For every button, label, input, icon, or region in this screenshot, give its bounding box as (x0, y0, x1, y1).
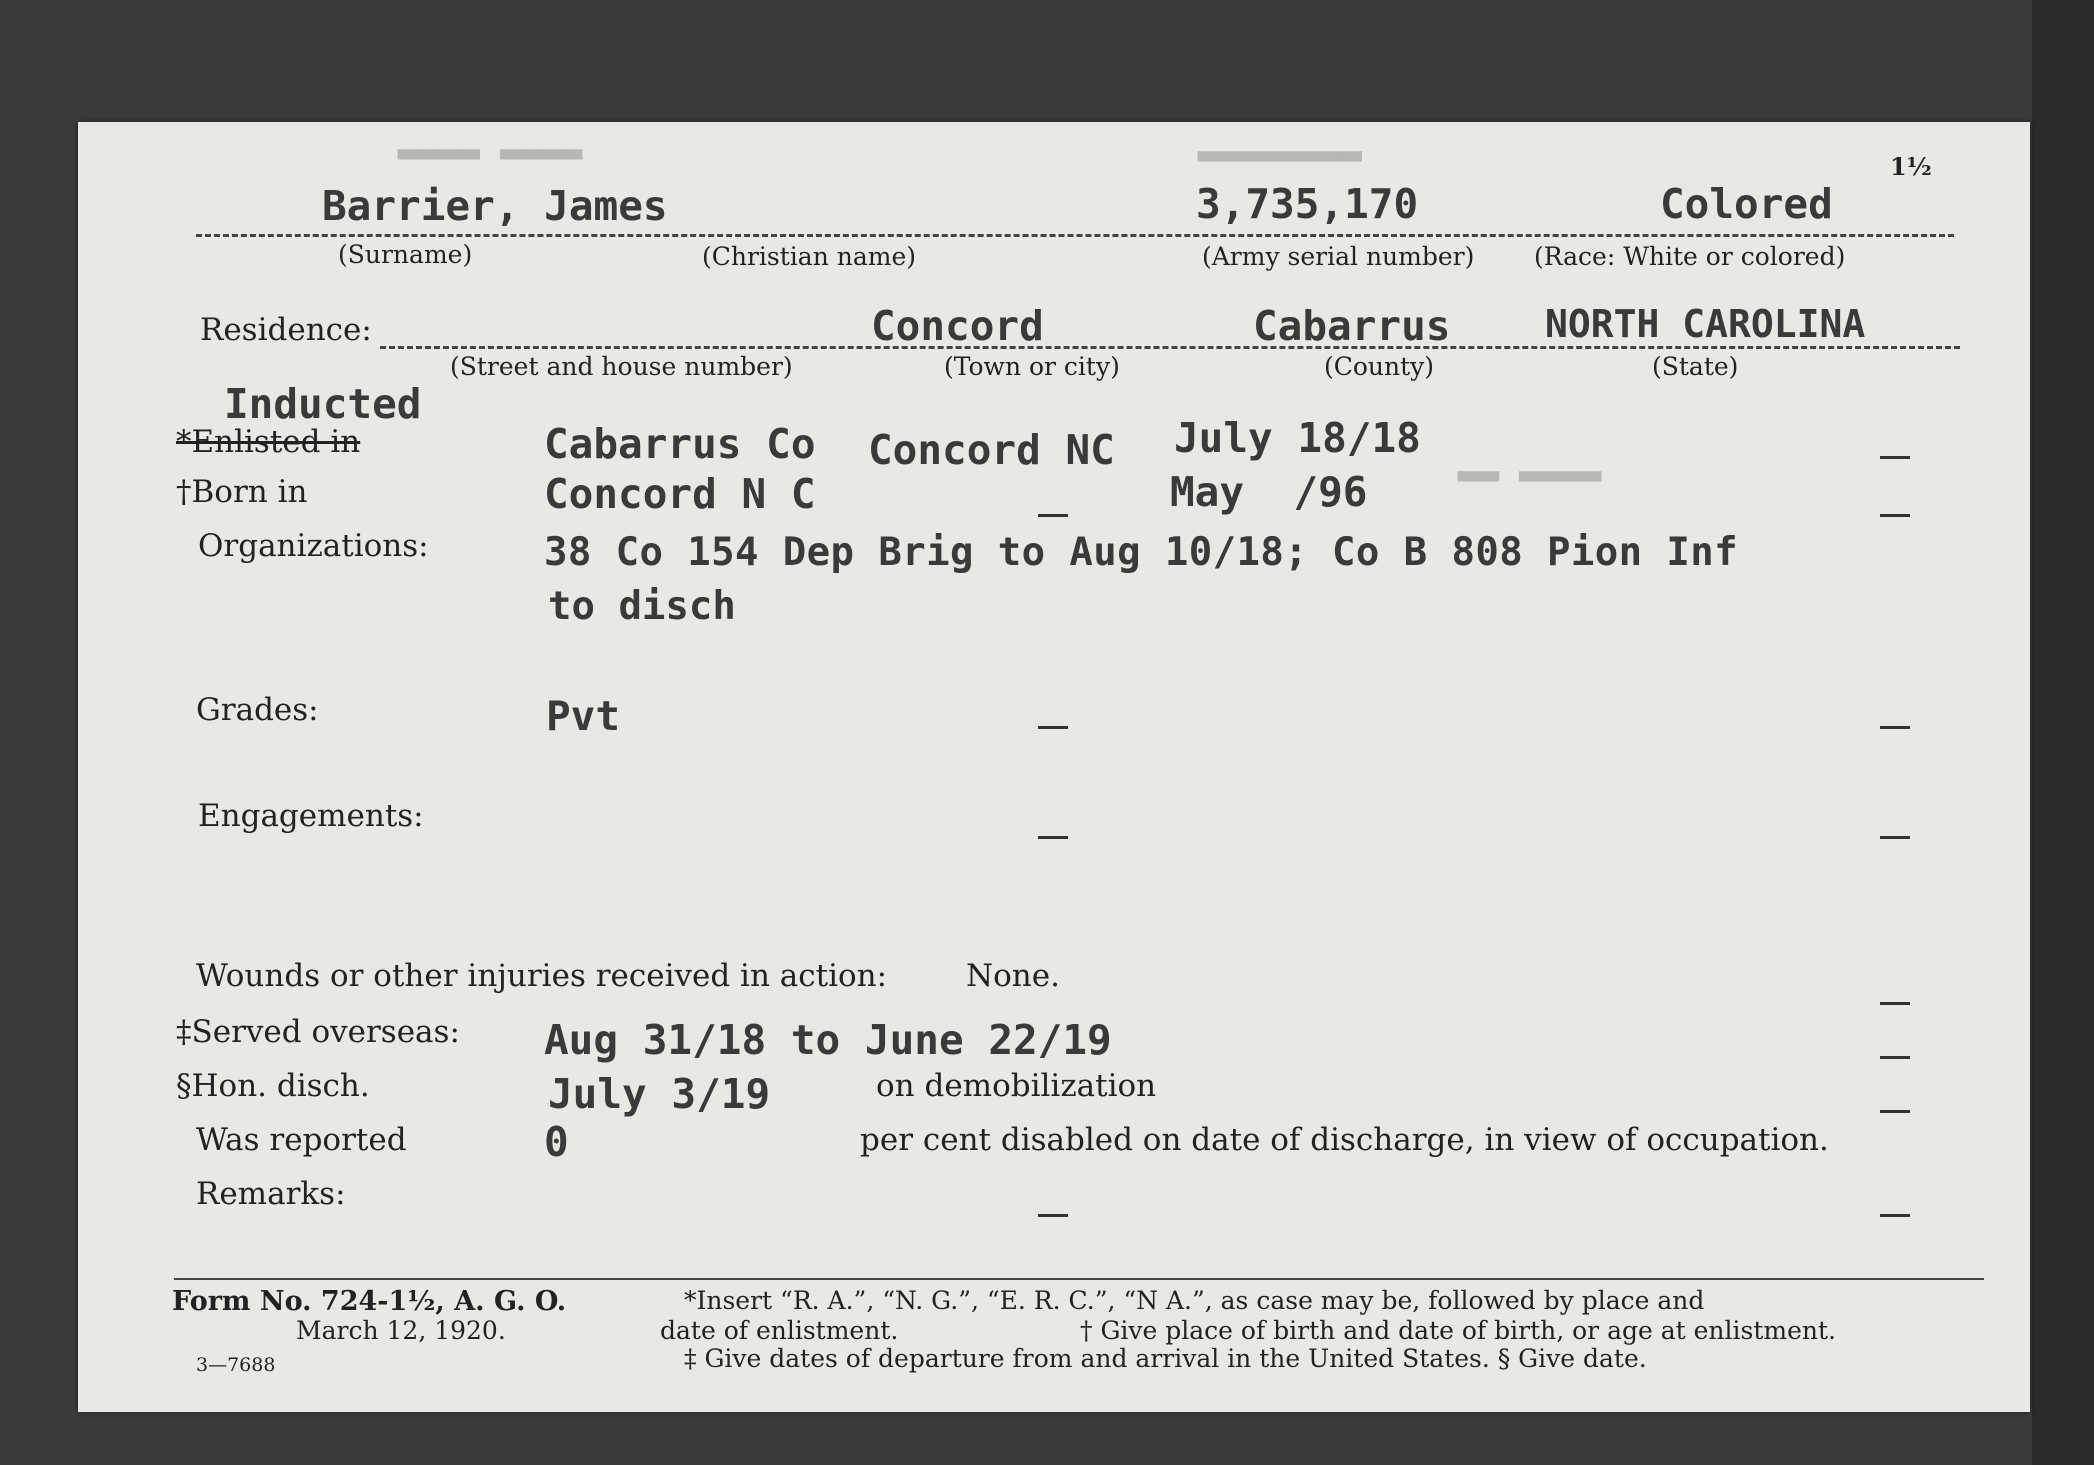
enlisted-place: Cabarrus Co (544, 420, 816, 468)
bleed-through-mark: ▂▂▂▂ ▂▂▂▂ (398, 120, 583, 160)
remarks-label: Remarks: (196, 1176, 346, 1212)
organizations-label: Organizations: (198, 528, 429, 564)
discharge-note: on demobilization (876, 1068, 1157, 1104)
scan-border (2032, 0, 2094, 1465)
blank-dash (1880, 514, 1910, 517)
blank-dash (1880, 1110, 1910, 1113)
state-label: (State) (1652, 352, 1739, 381)
honorable-discharge-date: July 3/19 (548, 1070, 771, 1118)
bleed-through-mark: ▂▂▂▂▂▂▂▂ (1198, 122, 1362, 162)
grades-label: Grades: (196, 692, 319, 728)
engagements-label: Engagements: (198, 798, 424, 834)
blank-dash (1880, 1056, 1910, 1059)
footer-rule (174, 1278, 1984, 1280)
was-reported-label: Was reported (196, 1122, 407, 1158)
blank-dash (1880, 836, 1910, 839)
bleed-through-mark: ▂▂ ▂▂▂▂ (1458, 442, 1602, 482)
disability-percent: 0 (544, 1118, 569, 1166)
wounds-value: None. (966, 958, 1060, 994)
county-label: (County) (1324, 352, 1435, 381)
blank-dash (1038, 836, 1068, 839)
footnote-enlistment-cont: date of enlistment. (660, 1316, 899, 1345)
surname-label: (Surname) (338, 240, 473, 269)
surname-christian-name: Barrier, James (322, 182, 668, 230)
enlisted-location: Concord NC (868, 426, 1115, 474)
service-record-card (78, 122, 2030, 1412)
street-label: (Street and house number) (450, 352, 793, 381)
christian-name-label: (Christian name) (702, 242, 917, 271)
grades-value: Pvt (546, 692, 621, 740)
blank-dash (1880, 1214, 1910, 1217)
organizations-line-1: 38 Co 154 Dep Brig to Aug 10/18; Co B 808 Pion Inf (544, 530, 1738, 575)
blank-dash (1880, 726, 1910, 729)
residence-county: Cabarrus (1253, 302, 1451, 350)
born-date: May /96 (1170, 468, 1368, 516)
residence-town: Concord (871, 302, 1044, 350)
residence-state: NORTH CAROLINA (1545, 302, 1866, 346)
served-overseas-label: ‡Served overseas: (176, 1014, 460, 1050)
race-value: Colored (1660, 180, 1833, 228)
serial-number-label: (Army serial number) (1202, 242, 1475, 271)
race-label: (Race: White or colored) (1534, 242, 1846, 271)
enlisted-label: *Enlisted in (176, 424, 361, 460)
footnote-birth: † Give place of birth and date of birth, or age at enlistment. (1080, 1316, 1836, 1345)
residence-label: Residence: (200, 312, 372, 348)
town-label: (Town or city) (944, 352, 1120, 381)
residence-line (380, 346, 1960, 349)
inducted-overtype: Inducted (224, 380, 422, 428)
form-number: Form No. 724-1½, A. G. O. (172, 1286, 567, 1317)
print-code: 3—7688 (196, 1354, 276, 1376)
army-serial-number: 3,735,170 (1196, 180, 1419, 228)
honorable-discharge-label: §Hon. disch. (176, 1068, 370, 1104)
served-overseas-value: Aug 31/18 to June 22/19 (544, 1016, 1112, 1064)
blank-dash (1038, 726, 1068, 729)
blank-dash (1038, 1214, 1068, 1217)
name-line (196, 234, 1954, 237)
card-mark: 1½ (1890, 152, 1932, 181)
born-label: †Born in (176, 474, 308, 510)
blank-dash (1038, 514, 1068, 517)
blank-dash (1880, 1002, 1910, 1005)
blank-dash (1880, 456, 1910, 459)
enlisted-date: July 18/18 (1174, 414, 1421, 462)
footnote-overseas: ‡ Give dates of departure from and arrival in the United States. § Give date. (684, 1344, 1647, 1373)
footnote-enlistment: *Insert “R. A.”, “N. G.”, “E. R. C.”, “N A.”, as case may be, followed by place and (684, 1286, 1705, 1315)
organizations-line-2: to disch (548, 584, 736, 629)
born-place: Concord N C (544, 470, 816, 518)
wounds-label: Wounds or other injuries received in action: (196, 958, 888, 994)
disability-text: per cent disabled on date of discharge, in view of occupation. (860, 1122, 1829, 1158)
form-date: March 12, 1920. (296, 1316, 506, 1345)
